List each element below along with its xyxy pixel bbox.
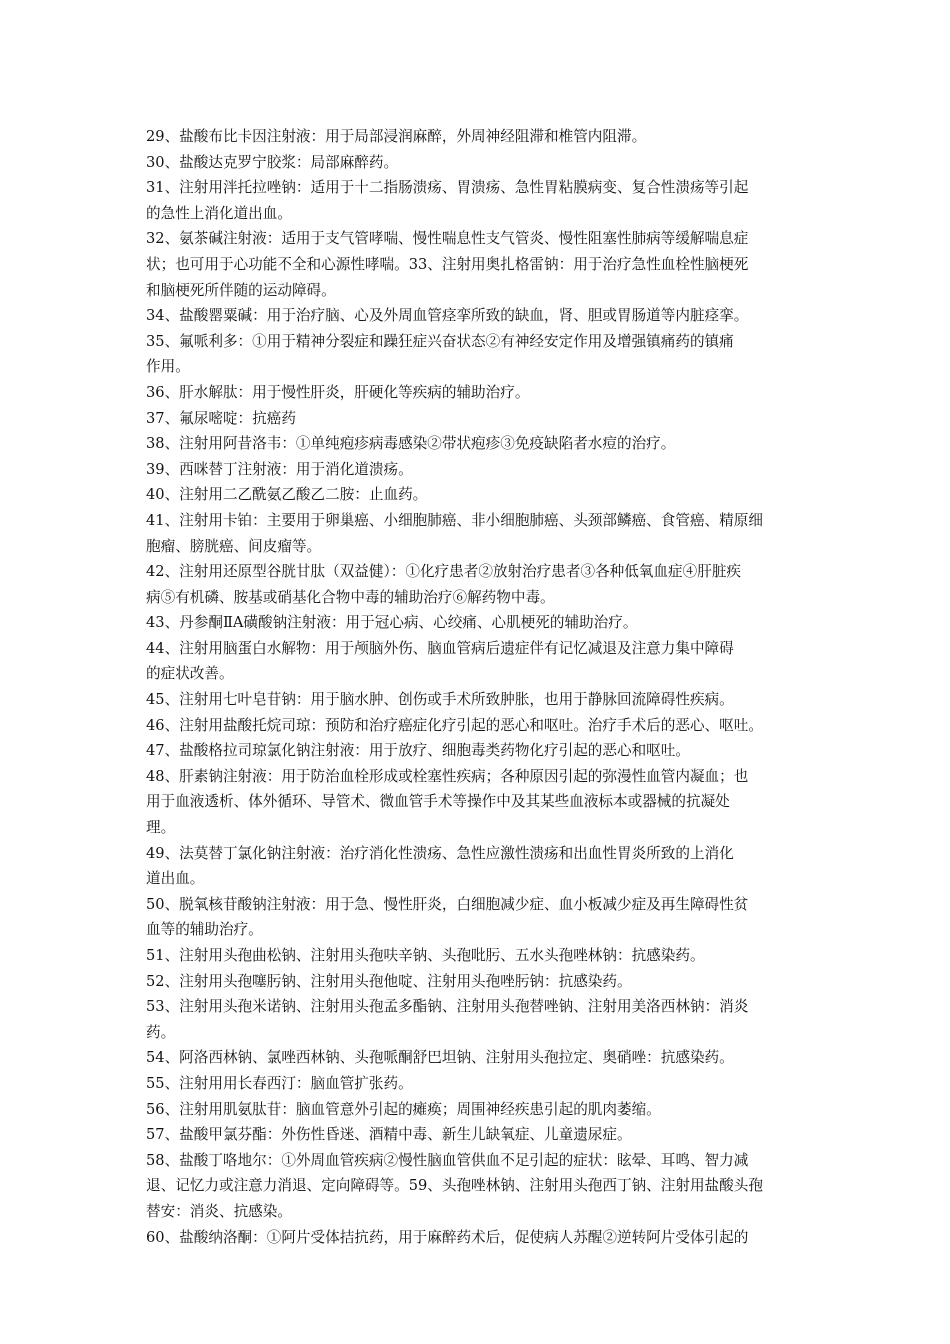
- text-line: 31、注射用泮托拉唑钠：适用于十二指肠溃疡、胃溃疡、急性胃粘膜病变、复合性溃疡等引起: [146, 179, 749, 197]
- text-line: 41、注射用卡铂：主要用于卵巢癌、小细胞肺癌、非小细胞肺癌、头颈部鳞癌、食管癌、精原细: [146, 511, 763, 529]
- text-line: 替安：消炎、抗感染。: [146, 1202, 292, 1220]
- text-line: 血等的辅助治疗。: [146, 921, 263, 939]
- text-line: 42、注射用还原型谷胱甘肽（双益健）：①化疗患者②放射治疗患者③各种低氧血症④肝脏疾: [146, 563, 742, 581]
- text-line: 29、盐酸布比卡因注射液：用于局部浸润麻醉，外周神经阻滞和椎管内阻滞。: [146, 128, 647, 145]
- text-line: 病⑤有机磷、胺基或硝基化合物中毒的辅助治疗⑥解药物中毒。: [146, 588, 555, 606]
- text-line: 43、丹参酮ⅡA磺酸钠注射液：用于冠心病、心绞痛、心肌梗死的辅助治疗。: [146, 614, 638, 632]
- text-line: 38、注射用阿昔洛韦：①单纯疱疹病毒感染②带状疱疹③免疫缺陷者水痘的治疗。: [146, 435, 676, 453]
- text-line: 45、注射用七叶皂苷钠：用于脑水肿、创伤或手术所致肿胀，也用于静脉回流障碍性疾病。: [146, 691, 734, 709]
- text-line: 的症状改善。: [146, 665, 234, 683]
- text-line: 37、氟尿嘧啶：抗癌药: [146, 409, 296, 427]
- text-line: 56、注射用肌氨肽苷：脑血管意外引起的瘫痪；周围神经疾患引起的肌肉萎缩。: [146, 1100, 661, 1118]
- text-line: 58、盐酸丁咯地尔：①外周血管疾病②慢性脑血管供血不足引起的症状：眩晕、耳鸣、智力减: [146, 1151, 749, 1169]
- text-line: 49、法莫替丁氯化钠注射液：治疗消化性溃疡、急性应激性溃疡和出血性胃炎所致的上消化: [146, 844, 734, 862]
- text-line: 34、盐酸罂粟碱：用于治疗脑、心及外周血管痉挛所致的缺血，肾、胆或胃肠道等内脏痉挛。: [146, 307, 749, 325]
- text-line: 作用。: [146, 358, 190, 376]
- text-line: 44、注射用脑蛋白水解物：用于颅脑外伤、脑血管病后遗症伴有记忆减退及注意力集中障碍: [146, 639, 734, 657]
- text-line: 用于血液透析、体外循环、导管术、微血管手术等操作中及其某些血液标本或器械的抗凝处: [146, 793, 730, 811]
- text-line: 35、氟哌利多：①用于精神分裂症和躁狂症兴奋状态②有神经安定作用及增强镇痛药的镇痛: [146, 332, 734, 350]
- text-line: 39、西咪替丁注射液：用于消化道溃疡。: [146, 460, 413, 478]
- text-line: 状；也可用于心功能不全和心源性哮喘。33、注射用奥扎格雷钠：用于治疗急性血栓性脑梗死: [146, 255, 749, 273]
- text-line: 30、盐酸达克罗宁胶浆：局部麻醉药。: [146, 153, 399, 171]
- text-line: 50、脱氧核苷酸钠注射液：用于急、慢性肝炎，白细胞减少症、血小板减少症及再生障碍性贫: [146, 895, 749, 913]
- text-line: 道出血。: [146, 870, 205, 888]
- text-line: 57、盐酸甲氯芬酯：外伤性昏迷、酒精中毒、新生儿缺氧症、儿童遗尿症。: [146, 1126, 632, 1144]
- text-line: 胞瘤、膀胱癌、间皮瘤等。: [146, 537, 322, 555]
- text-line: 47、盐酸格拉司琼氯化钠注射液：用于放疗、细胞毒类药物化疗引起的恶心和呕吐。: [146, 742, 690, 760]
- text-line: 54、阿洛西林钠、氯唑西林钠、头孢哌酮舒巴坦钠、注射用头孢拉定、奥硝唑：抗感染药。: [146, 1049, 734, 1067]
- text-line: 36、肝水解肽：用于慢性肝炎，肝硬化等疾病的辅助治疗。: [146, 383, 530, 401]
- text-line: 55、注射用用长春西汀：脑血管扩张药。: [146, 1074, 413, 1092]
- text-line: 48、肝素钠注射液：用于防治血栓形成或栓塞性疾病；各种原因引起的弥漫性血管内凝血；也: [146, 767, 749, 785]
- text-line: 52、注射用头孢噻肟钠、注射用头孢他啶、注射用头孢唑肟钠：抗感染药。: [146, 972, 632, 990]
- text-line: 53、注射用头孢米诺钠、注射用头孢孟多酯钠、注射用头孢替唑钠、注射用美洛西林钠：消炎: [146, 998, 749, 1016]
- text-line: 药。: [146, 1023, 176, 1041]
- text-line: 和脑梗死所伴随的运动障碍。: [146, 281, 336, 299]
- text-line: 的急性上消化道出血。: [146, 204, 292, 222]
- text-line: 理。: [146, 819, 176, 837]
- text-line: 51、注射用头孢曲松钠、注射用头孢呋辛钠、头孢吡肟、五水头孢唑林钠：抗感染药。: [146, 947, 705, 964]
- document-text: [146, 124, 820, 1250]
- text-line: 46、注射用盐酸托烷司琼：预防和治疗癌症化疗引起的恶心和呕吐。治疗手术后的恶心、呕吐。: [146, 716, 763, 734]
- text-line: 40、注射用二乙酰氨乙酸乙二胺：止血药。: [146, 486, 428, 504]
- text-line: 退、记忆力或注意力消退、定向障碍等。59、头孢唑林钠、注射用头孢西丁钠、注射用盐酸头孢: [146, 1177, 763, 1195]
- text-line: 32、氨茶碱注射液：适用于支气管哮喘、慢性喘息性支气管炎、慢性阻塞性肺病等缓解喘息症: [146, 230, 749, 248]
- text-line: 60、盐酸纳洛酮：①阿片受体拮抗药，用于麻醉药术后，促使病人苏醒②逆转阿片受体引起的: [146, 1228, 749, 1246]
